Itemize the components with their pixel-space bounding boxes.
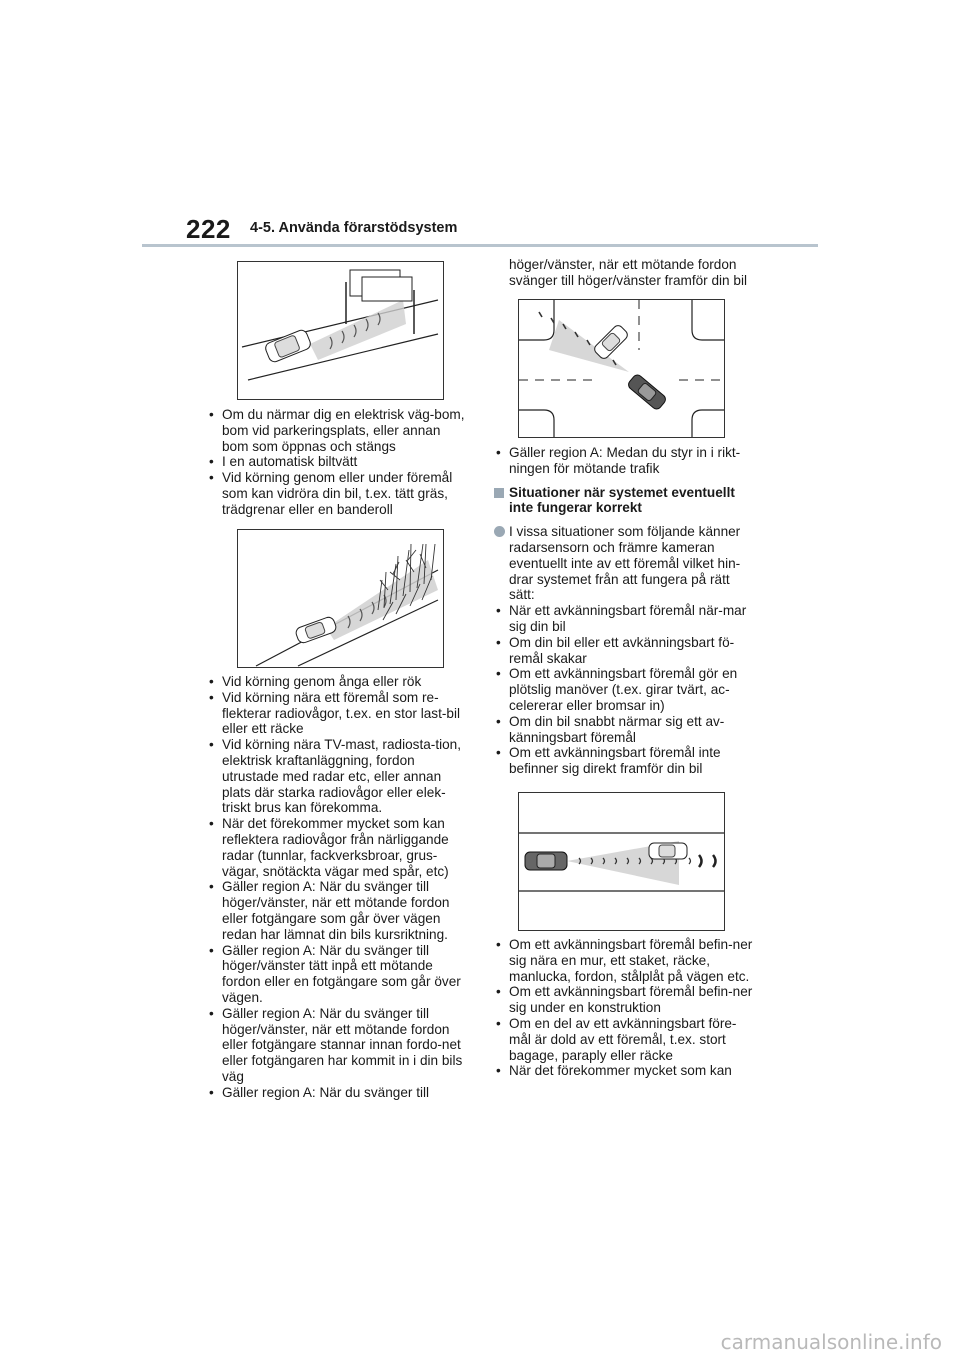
list-item: • När det förekommer mycket som kan reflektera radiovågor från närliggande radar (tunnlar, fackverksbroar, grus-vägar, snötäckta vägar med spår, etc) <box>207 816 469 879</box>
list-item: • I en automatisk biltvätt <box>207 454 469 470</box>
watermark: carmanualsonline.info <box>720 1330 942 1354</box>
figure-vegetation-illustration <box>237 529 444 668</box>
right-list-2 <box>494 603 754 777</box>
left-column-2 <box>207 674 469 1101</box>
list-item: • Om ett avkänningsbart föremål befin-ner sig under en konstruktion <box>494 984 754 1016</box>
list-item: • Om ett avkänningsbart föremål inte befinner sig direkt framför din bil <box>494 745 754 777</box>
intro-text: I vissa situationer som följande känner radarsensorn och främre kameran eventuellt inte av ett föremål vilket hin-drar systemet från att fungera på rätt sätt: <box>509 524 741 603</box>
list-item: • Vid körning nära TV-mast, radiosta-tion, elektrisk kraftanläggning, fordon utrustade med radar etc, eller annan plats där starka radiovågor eller elek-triskt brus kan förekomma. <box>207 737 469 816</box>
list-item: • Om din bil eller ett avkänningsbart fö-remål skakar <box>494 635 754 667</box>
list-item: • Vid körning nära ett föremål som re-flekterar radiovågor, t.ex. en stor last-bil eller ett räcke <box>207 690 469 737</box>
list-item: • Gäller region A: När du svänger till höger/vänster, när ett mötande fordon eller fotgängare stannar innan fordo-net eller fotgängaren har kommit in i din bils väg <box>207 1006 469 1085</box>
right-list-1 <box>494 445 754 477</box>
figure-offset-target-illustration <box>518 792 725 931</box>
figure-gate-illustration <box>237 261 444 400</box>
square-marker-icon <box>494 488 504 498</box>
circle-marker-icon <box>494 526 505 537</box>
section-heading <box>494 485 754 517</box>
left-column <box>207 407 469 518</box>
list-item: • Om ett avkänningsbart föremål gör en plötslig manöver (t.ex. girar tvärt, ac-celererar eller bromsar in) <box>494 666 754 713</box>
header-rule <box>142 244 818 247</box>
right-column-bottom <box>494 937 754 1079</box>
continuation-text: höger/vänster, när ett mötande fordon svänger till höger/vänster framför din bil <box>509 257 747 288</box>
list-item: • Vid körning genom ånga eller rök <box>207 674 469 690</box>
right-list-3 <box>494 937 754 1079</box>
intro-paragraph <box>494 524 754 603</box>
page-number: 222 <box>186 214 231 244</box>
list-item: • Gäller region A: Medan du styr in i rikt-ningen för mötande trafik <box>494 445 754 477</box>
left-list-1 <box>207 407 469 518</box>
section-heading-text: Situationer när systemet eventuellt inte fungerar korrekt <box>509 484 735 516</box>
section-title: 4-5. Använda förarstödsystem <box>250 220 458 236</box>
list-item: • Gäller region A: När du svänger till höger/vänster tätt inpå ett mötande fordon eller en fotgängare som går över vägen. <box>207 943 469 1006</box>
figure-intersection-illustration <box>518 299 725 438</box>
list-item: • Gäller region A: När du svänger till <box>207 1085 469 1101</box>
list-item: • Om du närmar dig en elektrisk väg-bom, bom vid parkeringsplats, eller annan bom som öppnas och stängs <box>207 407 469 454</box>
list-item: • Om ett avkänningsbart föremål befin-ner sig nära en mur, ett staket, räcke, manlucka, fordon, stålplåt på vägen etc. <box>494 937 754 984</box>
list-item: • När det förekommer mycket som kan <box>494 1063 754 1079</box>
right-column-top <box>494 257 754 289</box>
left-list-2 <box>207 674 469 1101</box>
list-item: • Gäller region A: När du svänger till höger/vänster, när ett mötande fordon eller fotgängare som går över vägen redan har lämnat din bils kursriktning. <box>207 879 469 942</box>
list-item: • Om en del av ett avkänningsbart före-mål är dold av ett föremål, t.ex. stort bagage, paraply eller räcke <box>494 1016 754 1063</box>
list-item: • När ett avkänningsbart föremål när-mar sig din bil <box>494 603 754 635</box>
list-item: • Om din bil snabbt närmar sig ett av-känningsbart föremål <box>494 714 754 746</box>
right-column-middle <box>494 445 754 777</box>
list-item: • Vid körning genom eller under föremål som kan vidröra din bil, t.ex. tätt gräs, trädgrenar eller en banderoll <box>207 470 469 517</box>
